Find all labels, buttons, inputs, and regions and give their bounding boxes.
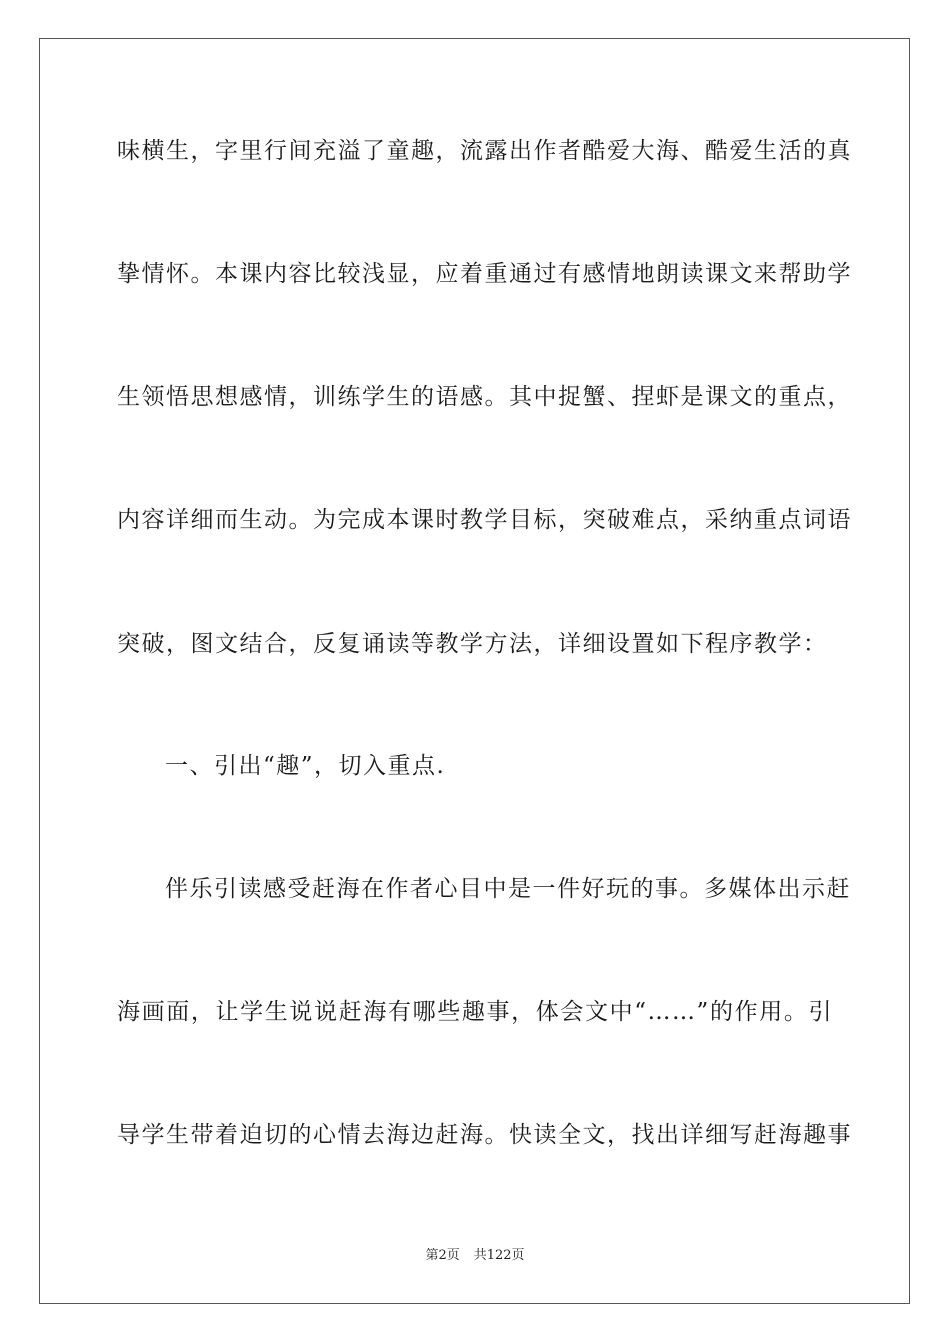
body-text-line: 生领悟思想感情，训练学生的语感。其中捉蟹、捏虾是课文的重点， bbox=[117, 384, 852, 410]
page-border bbox=[39, 38, 910, 1304]
body-text-line: 导学生带着迫切的心情去海边赶海。快读全文，找出详细写赶海趣事 bbox=[117, 1122, 852, 1148]
page-number: 第2页 bbox=[425, 1248, 460, 1263]
body-text-line: 挚情怀。本课内容比较浅显，应着重通过有感情地朗读课文来帮助学 bbox=[117, 261, 852, 287]
body-text-line: 突破，图文结合，反复诵读等教学方法，详细设置如下程序教学： bbox=[117, 631, 828, 657]
section-heading: 一、引出“趣”，切入重点. bbox=[165, 753, 446, 779]
body-text-line: 海画面，让学生说说赶海有哪些趣事，体会文中“……”的作用。引 bbox=[117, 999, 833, 1025]
total-pages: 共122页 bbox=[473, 1248, 525, 1263]
page-footer bbox=[0, 1247, 950, 1265]
body-text-line: 味横生，字里行间充溢了童趣，流露出作者酷爱大海、酷爱生活的真 bbox=[117, 138, 852, 164]
body-text-line: 内容详细而生动。为完成本课时教学目标，突破难点，采纳重点词语 bbox=[117, 507, 852, 533]
body-text-line: 伴乐引读感受赶海在作者心目中是一件好玩的事。多媒体出示赶 bbox=[165, 876, 851, 902]
